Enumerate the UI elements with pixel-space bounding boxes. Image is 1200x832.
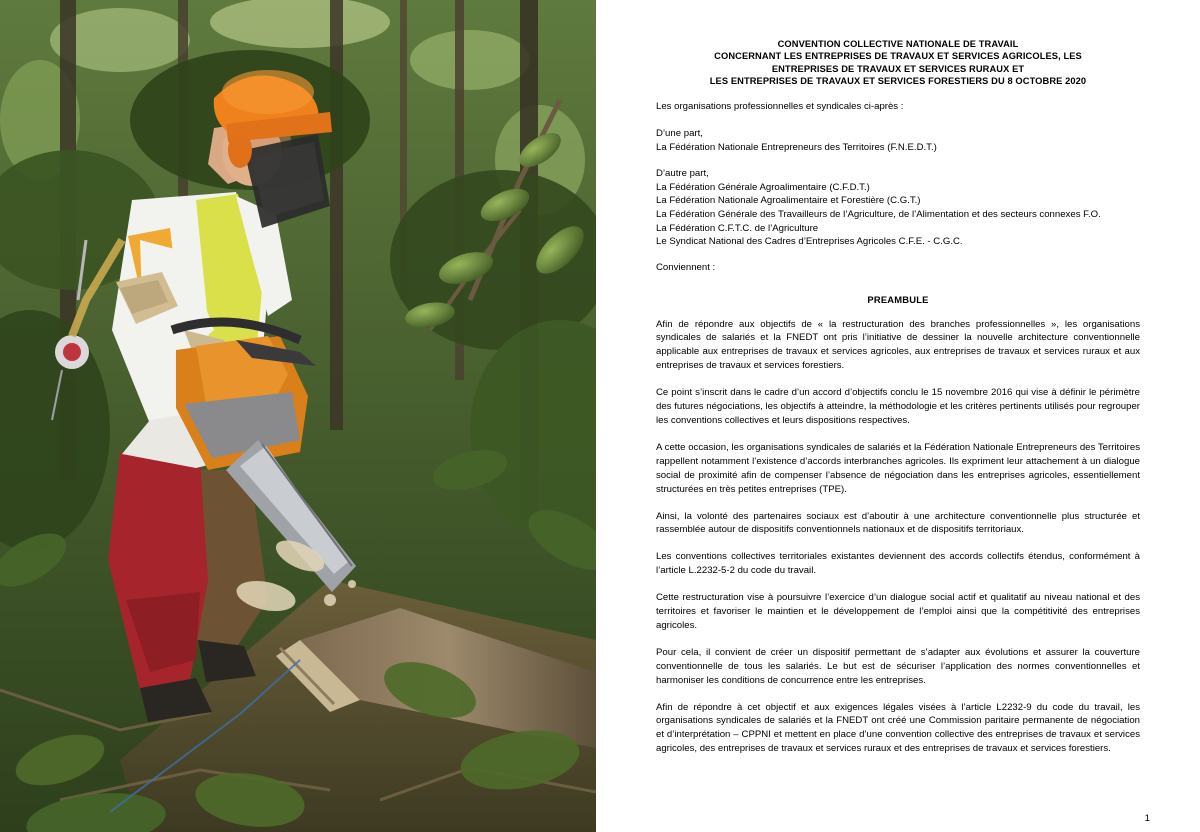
preamble-paragraph-8: Afin de répondre à cet objectif et aux exigences légales visées à l’article L2232-9 du code du travail, les organisations syndicales de salariés et la FNEDT ont créé une Commission paritaire permanente de négociation et d’interprétation – CPPNI et mettent en place d’une convention collective des entreprises de travaux et services agricoles, des entreprises de travaux et services ruraux et des entreprises de travaux et services forestiers.	[656, 701, 1140, 755]
part-two-org-1: La Fédération Générale Agroalimentaire (C.F.D.T.)	[656, 181, 870, 193]
document-text-panel	[596, 0, 1200, 832]
signatories-part-two	[656, 167, 1140, 249]
part-two-org-5: Le Syndicat National des Cadres d’Entreprises Agricoles C.F.E. - C.G.C.	[656, 236, 963, 248]
intro-paragraph	[656, 100, 1140, 114]
part-one-label: D’une part,	[656, 128, 703, 140]
title-line-4: LES ENTREPRISES DE TRAVAUX ET SERVICES FORESTIERS DU 8 OCTOBRE 2020	[709, 76, 1087, 87]
preamble-paragraph-7: Pour cela, il convient de créer un dispositif permettant de s’adapter aux évolutions et assurer la couverture conventionnelle de tous les salariés. Le but est de sécuriser l’application des normes conventionnelles et harmoniser les conditions de concurrence entre les entreprises.	[656, 646, 1140, 686]
preamble-paragraph-2: Ce point s’inscrit dans le cadre d’un accord d’objectifs conclu le 15 novembre 2016 qui vise à définir le périmètre des futures négociations, les objectifs à atteindre, la méthodologie et les critères pertinents utilisés pour regrouper les conventions collectives et leurs dispositions respectives.	[656, 387, 1140, 426]
part-two-org-4: La Fédération C.F.T.C. de l’Agriculture	[656, 222, 819, 234]
preamble-heading: PREAMBULE	[867, 293, 929, 305]
preamble-paragraph-6: Cette restructuration vise à poursuivre l’exercice d’un dialogue social actif et qualitatif au niveau national et des territoires et favoriser le maintien et le développement de l’emploi ainsi que la compétitivité des entreprises agricoles.	[656, 592, 1140, 631]
part-two-org-3: La Fédération Générale des Travailleurs de l’Agriculture, de l’Alimentation et des secteurs connexes F.O.	[656, 209, 1101, 221]
signatories-part-one	[656, 127, 1140, 154]
photo-illustration	[0, 0, 596, 832]
title-line-2: CONCERNANT LES ENTREPRISES DE TRAVAUX ET SERVICES AGRICOLES, LES	[714, 51, 1082, 62]
forestry-worker-chainsaw-photo	[0, 0, 596, 832]
preamble-paragraph-3: A cette occasion, les organisations syndicales de salariés et la Fédération Nationale Entrepreneurs des Territoires rappellent notamment l’existence d’accords interbranches agricoles. Ils expriment leur attachement à un dialogue social de proximité afin de compenser l’absence de négociation dans les entreprises agricoles, essentiellement structurées en très petites entreprises (TPE).	[656, 441, 1140, 495]
title-line-3: ENTREPRISES DE TRAVAUX ET SERVICES RURAUX ET	[771, 63, 1025, 74]
preamble-paragraph-5: Les conventions collectives territoriales existantes deviennent des accords collectifs étendus, conformément à l’article L.2232-5-2 du code du travail.	[656, 551, 1140, 577]
conviennent-text: Conviennent :	[656, 261, 716, 273]
part-two-label: D’autre part,	[656, 168, 709, 180]
intro-line: Les organisations professionnelles et syndicales ci-après :	[656, 101, 904, 113]
conviennent-line	[656, 261, 1140, 275]
part-one-org-1: La Fédération Nationale Entrepreneurs des Territoires (F.N.E.D.T.)	[656, 141, 937, 153]
preamble-paragraph-1: Afin de répondre aux objectifs de « la restructuration des branches professionnelles », les organisations syndicales de salariés et la FNEDT ont pris l’initiative de dessiner la nouvelle architecture conventionnelle applicable aux entreprises de travaux et services agricoles, aux entreprises de travaux et services ruraux et aux entreprises de travaux et services forestiers.	[656, 318, 1140, 372]
document-title	[656, 38, 1140, 87]
preamble-paragraph-4: Ainsi, la volonté des partenaires sociaux est d’aboutir à une architecture conventionnelle plus structurée et rassemblée autour de dispositifs conventionnels nationaux et de dispositifs territoriaux.	[656, 510, 1140, 536]
title-line-1: CONVENTION COLLECTIVE NATIONALE DE TRAVAIL	[777, 39, 1019, 49]
part-two-org-2: La Fédération Nationale Agroalimentaire et Forestière (C.G.T.)	[656, 195, 921, 207]
page-number: 1	[1144, 813, 1150, 824]
